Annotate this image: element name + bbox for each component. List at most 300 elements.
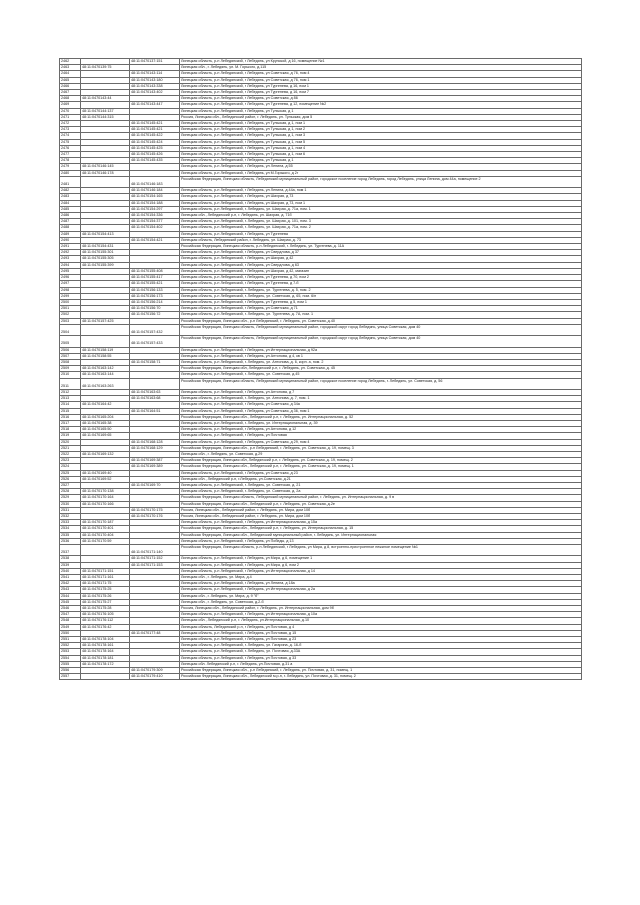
- row-number-cell: 2526: [60, 476, 81, 482]
- address-cell: Липецкая область, р-н Лебедянский, г Лебедянь, ул Советская, д 76, пом 1: [180, 77, 582, 83]
- address-cell: Липецкая область, р-н Лебедянский, г. Лебедянь, ул. Шахрая, д. 71а, пом. 2: [180, 225, 582, 231]
- row-number-cell: 2515: [60, 408, 81, 414]
- object-cadastral-number-cell: 48:11:0470168:129: [130, 445, 180, 451]
- row-number-cell: 2513: [60, 396, 81, 402]
- row-number-cell: 2512: [60, 389, 81, 395]
- address-cell: Липецкая область, р-н Лебедянский, г Лебедянь, ул Тульская, д 1, пом 4: [180, 145, 582, 151]
- land-cadastral-number-cell: [81, 674, 130, 680]
- address-cell: Липецкая обл., Лебедянский р-н, г. Лебедянь, ул.Интернациональная, д.10: [180, 618, 582, 624]
- row-number-cell: 2514: [60, 402, 81, 408]
- land-cadastral-number-cell: [81, 176, 130, 187]
- address-cell: Липецкая область, р-н Лебедянский, г Лебедянь, ул Шахрая, д 42, магазин: [180, 268, 582, 274]
- row-number-cell: 2507: [60, 353, 81, 359]
- address-cell: Липецкая область, р-н Лебедянский, г Лебедянь, ул Советская, д 71: [180, 306, 582, 312]
- property-register-table: [59, 58, 582, 680]
- land-cadastral-number-cell: [81, 544, 130, 555]
- address-cell: Россия, Липецкая обл., Лебедянский район, г. Лебедянь, ул. Мира, дом 10б: [180, 507, 582, 513]
- object-cadastral-number-cell: 48:11:0470145:425: [130, 145, 180, 151]
- row-number-cell: 2465: [60, 77, 81, 83]
- land-cadastral-number-cell: 48:11:0470178:104: [81, 637, 130, 643]
- address-cell: Липецкая область, р-н Лебедянский, г Лебедянь, ул Почтовая, д 33: [180, 655, 582, 661]
- address-cell: Липецкая область, р-н Лебедянский, г Лебедянь, ул Тульская, д 1, пом 2: [180, 127, 582, 133]
- row-number-cell: 2549: [60, 624, 81, 630]
- object-cadastral-number-cell: 48:11:0470157:432: [130, 324, 180, 335]
- row-number-cell: 2470: [60, 108, 81, 114]
- address-cell: Липецкая область, р-н Лебедянский, г Лебедянь, ул Советская, д 23: [180, 470, 582, 476]
- land-cadastral-number-cell: 48:11:0470155:301: [81, 250, 130, 256]
- address-cell: Российская Федерация, Липецкая обл., р-н Лебедянский, г. Лебедянь, ул. Советская, д.40: [180, 318, 582, 324]
- row-number-cell: 2474: [60, 133, 81, 139]
- row-number-cell: 2550: [60, 630, 81, 636]
- row-number-cell: 2509: [60, 366, 81, 372]
- address-cell: Россия, Липецкая обл., Лебедянский район, г. Лебедянь, ул. Мира, дом 10б: [180, 513, 582, 519]
- object-cadastral-number-cell: 48:11:0470143:114: [130, 71, 180, 77]
- address-cell: Липецкая область, р-н Лебедянский, г. Лебедянь, ул. Почтовая, д.33А: [180, 649, 582, 655]
- row-number-cell: 2525: [60, 470, 81, 476]
- address-cell: Липецкая область, р-н Лебедянский, г Лебедянь, ул Тургенева, д 12, помещение №2: [180, 102, 582, 108]
- table-row: [60, 378, 582, 389]
- object-cadastral-number-cell: 48:11:0470145:435: [130, 158, 180, 164]
- row-number-cell: 2535: [60, 532, 81, 538]
- row-number-cell: 2520: [60, 439, 81, 445]
- object-cadastral-number-cell: 48:11:0470171:153: [130, 562, 180, 568]
- table-row: [60, 674, 582, 680]
- object-cadastral-number-cell: 48:11:0470143:402: [130, 90, 180, 96]
- row-number-cell: 2521: [60, 445, 81, 451]
- row-number-cell: 2472: [60, 121, 81, 127]
- address-cell: Липецкая область, р-н Лебедянский, г Лебедянь, ул Почтовая, д 15: [180, 630, 582, 636]
- row-number-cell: 2530: [60, 501, 81, 507]
- row-number-cell: 2533: [60, 520, 81, 526]
- address-cell: Липецкая обл., г. Лебедянь, ул. Советская, д.2-б: [180, 599, 582, 605]
- land-cadastral-number-cell: 48:11:0470146:178: [81, 170, 130, 176]
- row-number-cell: 2540: [60, 568, 81, 574]
- address-cell: Российская Федерация, Липецкая обл., Лебедянский муниципальный район, г. Лебедянь, ул. Интернациональная: [180, 532, 582, 538]
- address-cell: Липецкая область, р-н Лебедянский, г. Лебедянь, ул. Антонова, д. 6, корп. а, пом. 2: [180, 359, 582, 365]
- row-number-cell: 2495: [60, 268, 81, 274]
- land-cadastral-number-cell: 48:11:0470170:404: [81, 532, 130, 538]
- address-cell: Липецкая область, р-н Лебедянский, г Лебедянь, ул Тургенева, д 5, пом 1: [180, 299, 582, 305]
- address-cell: Липецкая область, р-н Лебедянский, г Лебедянь, ул Мира, д 6, пом 2: [180, 562, 582, 568]
- row-number-cell: 2489: [60, 231, 81, 237]
- row-number-cell: 2529: [60, 495, 81, 501]
- land-cadastral-number-cell: 48:11:0470163:142: [81, 366, 130, 372]
- land-cadastral-number-cell: 48:11:0470155:399: [81, 262, 130, 268]
- address-cell: Липецкая область, р-н Лебедянский, г Лебедянь, ул Советская, д 76, пом 4: [180, 71, 582, 77]
- address-cell: Липецкая область, р-н Лебедянский, г Лебедянь, ул Интернациональная, д 2а: [180, 587, 582, 593]
- row-number-cell: 2528: [60, 489, 81, 495]
- land-cadastral-number-cell: 48:11:0470144:137: [81, 108, 130, 114]
- object-cadastral-number-cell: 48:11:0470156:173: [130, 293, 180, 299]
- document-page: [59, 58, 581, 680]
- row-number-cell: 2463: [60, 65, 81, 71]
- object-cadastral-number-cell: 48:11:0470154:402: [130, 225, 180, 231]
- land-cadastral-number-cell: 48:11:0470171:151: [81, 568, 130, 574]
- address-cell: Липецкая область, р-н Лебедянский, г Лебедянь, ул Почтовая: [180, 433, 582, 439]
- address-cell: Липецкая область, Лебедянский р-н, г Лебедянь, ул Почтовая, д 4: [180, 624, 582, 630]
- object-cadastral-number-cell: 48:11:0470177:48: [130, 630, 180, 636]
- row-number-cell: 2491: [60, 244, 81, 250]
- address-cell: Липецкая область, р-н Лебедянский, г. Лебедянь, ул. Советская, д. 65, пом. 6/н: [180, 293, 582, 299]
- address-cell: Липецкая область, р-н Лебедянский, г Лебедянь, ул Тургенева, д 16, пом 7: [180, 90, 582, 96]
- address-cell: Липецкая обл., Лебедянский р-н, г.Лебедянь, ул.Советская, д.21: [180, 476, 582, 482]
- object-cadastral-number-cell: 48:11:0470179:410: [130, 674, 180, 680]
- address-cell: Липецкая обл., г. Лебедянь, ул. М. Горького, д.115: [180, 65, 582, 71]
- object-cadastral-number-cell: 48:11:0470171:152: [130, 556, 180, 562]
- object-cadastral-number-cell: 48:11:0470137:151: [130, 59, 180, 65]
- row-number-cell: 2508: [60, 359, 81, 365]
- land-cadastral-number-cell: 48:11:0470169:65: [81, 433, 130, 439]
- address-cell: Российская Федерация, Липецкая область, р-н Лебедянский, г Лебедянь, ул Мира, д 8, встроенно-пристроенное нежилое помещение №1: [180, 544, 582, 555]
- object-cadastral-number-cell: 48:11:0470155:408: [130, 268, 180, 274]
- row-number-cell: 2468: [60, 96, 81, 102]
- address-cell: Российская Федерация, Липецкая область, р-н Лебедянский, г. Лебедянь, ул. Тургенева, д. 11А: [180, 244, 582, 250]
- row-number-cell: 2476: [60, 145, 81, 151]
- address-cell: Российская Федерация, Липецкая обл., Лебедянский р-н, г. Лебедянь, ул. Интернациональная, д. 15: [180, 526, 582, 532]
- row-number-cell: 2519: [60, 433, 81, 439]
- address-cell: Российская Федерация, Липецкая область, Лебедянский муниципальный район, городское поселение город Лебедянь, город Лебедянь, улица Ленина, дом 44а, помещение 2: [180, 176, 582, 187]
- address-cell: Липецкая область, р-н Лебедянский, г Лебедянь, ул Интернациональная, д 10а: [180, 612, 582, 618]
- object-cadastral-number-cell: 48:11:0470143:447: [130, 102, 180, 108]
- address-cell: Российская Федерация, Липецкая обл., Лебедянский р-н, г. Лебедянь, ул. Советская, д. 19, помещ. 1: [180, 464, 582, 470]
- address-cell: Липецкая область, р-н Лебедянский, г. Лебедянь, ул. Шахрая, д. 101, пом. 3: [180, 219, 582, 225]
- land-cadastral-number-cell: 48:11:0470169:40: [81, 470, 130, 476]
- land-cadastral-number-cell: 48:11:0470171:75: [81, 581, 130, 587]
- object-cadastral-number-cell: 48:11:0470164:51: [130, 408, 180, 414]
- row-number-cell: 2551: [60, 637, 81, 643]
- address-cell: Российская Федерация, Липецкая обл., Лебедянский р-н, г. Лебедянь, ул. Советская, д.2е: [180, 501, 582, 507]
- object-cadastral-number-cell: 48:11:0470155:417: [130, 275, 180, 281]
- land-cadastral-number-cell: 48:11:0470178:172: [81, 661, 130, 667]
- address-cell: Липецкая область, р-н Лебедянский, г Лебедянь, ул Антонова, д 7: [180, 389, 582, 395]
- table-body: [60, 59, 582, 680]
- address-cell: Липецкая область, р-н Лебедянский, г Лебедянь, ул Тургенева, д 7-б: [180, 281, 582, 287]
- land-cadastral-number-cell: 48:11:0470143:44: [81, 96, 130, 102]
- row-number-cell: 2539: [60, 562, 81, 568]
- address-cell: Липецкая область, р-н Лебедянский, г Лебедянь, ул Шахрая, д 73: [180, 194, 582, 200]
- row-number-cell: 2534: [60, 526, 81, 532]
- land-cadastral-number-cell: 48:11:0470175:25: [81, 587, 130, 593]
- row-number-cell: 2553: [60, 649, 81, 655]
- object-cadastral-number-cell: 48:11:0470154:165: [130, 194, 180, 200]
- row-number-cell: 2532: [60, 513, 81, 519]
- row-number-cell: 2492: [60, 250, 81, 256]
- address-cell: Липецкая область, р-н Лебедянский, г Лебедянь, ул Ленина, д 55: [180, 164, 582, 170]
- address-cell: Липецкая область, р-н Лебедянский, г Лебедянь, ул Свердлова, д 63: [180, 262, 582, 268]
- object-cadastral-number-cell: 48:11:0470171:140: [130, 544, 180, 555]
- object-cadastral-number-cell: 48:11:0470143:180: [130, 77, 180, 83]
- address-cell: Российская Федерация, Липецкая область, Лебедянский муниципальный район, городской округ город Лебедянь, улица Советская, дом 40: [180, 336, 582, 347]
- address-cell: Липецкая область, р-н Лебедянский, г. Лебедянь, ул. Советская, д.45: [180, 372, 582, 378]
- land-cadastral-number-cell: 48:11:0470176:112: [81, 618, 130, 624]
- address-cell: Российская Федерация, Липецкая область, Лебедянский муниципальный район, г. Лебедянь, ул. Интернациональная, д. 9 в: [180, 495, 582, 501]
- address-cell: Российская Федерация, Липецкая область, Лебедянский муниципальный район, городское поселение город Лебедянь, г. Лебедянь, ул. Советская, д. 56: [180, 378, 582, 389]
- row-number-cell: 2485: [60, 206, 81, 212]
- address-cell: Липецкая область, р-н Лебедянский, г. Лебедянь, ул. Тургенева, д. 7А, пом. 1: [180, 312, 582, 318]
- object-cadastral-number-cell: [130, 378, 180, 389]
- row-number-cell: 2537: [60, 544, 81, 555]
- address-cell: Липецкая область, р-н Лебедянский, г Лебедянь, ул Тульская, д 1, пом 5: [180, 139, 582, 145]
- object-cadastral-number-cell: 48:11:0470143:338: [130, 83, 180, 89]
- row-number-cell: 2524: [60, 464, 81, 470]
- address-cell: Липецкая область, р-н Лебедянский, г Лебедянь, ул Тульская, д 1: [180, 158, 582, 164]
- row-number-cell: 2486: [60, 213, 81, 219]
- land-cadastral-number-cell: 48:11:0470178:161: [81, 643, 130, 649]
- row-number-cell: 2487: [60, 219, 81, 225]
- land-cadastral-number-cell: 48:11:0470170:164: [81, 495, 130, 501]
- row-number-cell: 2462: [60, 59, 81, 65]
- table-row: [60, 324, 582, 335]
- land-cadastral-number-cell: 48:11:0470175:27: [81, 599, 130, 605]
- row-number-cell: 2538: [60, 556, 81, 562]
- address-cell: Липецкая область, Лебедянский район, г. Лебедянь, ул. Шахрая, д. 73: [180, 237, 582, 243]
- address-cell: Липецкая область, р-н Лебедянский, г Лебедянь, ул Антонова, д 4, кв 1: [180, 353, 582, 359]
- row-number-cell: 2547: [60, 612, 81, 618]
- land-cadastral-number-cell: 48:11:0470176:42: [81, 624, 130, 630]
- object-cadastral-number-cell: 48:11:0470157:433: [130, 336, 180, 347]
- row-number-cell: 2506: [60, 347, 81, 353]
- land-cadastral-number-cell: 48:11:0470158:55: [81, 353, 130, 359]
- address-cell: Липецкая область, р-н Лебедянский, г Лебедянь, ул М.Горького, д 2г: [180, 170, 582, 176]
- object-cadastral-number-cell: 48:11:0470168:128: [130, 439, 180, 445]
- address-cell: Липецкая область, р-н Лебедянский, г Лебедянь, ул Шахрая, д 73, пом 1: [180, 200, 582, 206]
- address-cell: Липецкая обл., г. Лебедянь, ул. Мира, д.4: [180, 574, 582, 580]
- row-number-cell: 2516: [60, 414, 81, 420]
- object-cadastral-number-cell: 48:11:0470146:184: [130, 188, 180, 194]
- row-number-cell: 2503: [60, 318, 81, 324]
- address-cell: Россия, Липецкая обл., Лебедянский район, г. Лебедянь, ул. Тульская, дом 5: [180, 114, 582, 120]
- object-cadastral-number-cell: 48:11:0470145:424: [130, 139, 180, 145]
- address-cell: Липецкая обл., Лебедянский р-н, г. Лебедянь, ул. Шахрая, д. 71б: [180, 213, 582, 219]
- address-cell: Российская Федерация, Липецкая обл., р-н Лебедянский, г. Лебедянь, ул. Советская, д. 19, помещ. 3: [180, 445, 582, 451]
- object-cadastral-number-cell: 48:11:0470154:421: [130, 237, 180, 243]
- land-cadastral-number-cell: 48:11:0470169:52: [81, 476, 130, 482]
- land-cadastral-number-cell: [81, 324, 130, 335]
- row-number-cell: 2510: [60, 372, 81, 378]
- address-cell: Липецкая область, р-н Лебедянский, г. Лебедянь, ул. Тургенева, д. 5, пом. 2: [180, 287, 582, 293]
- row-number-cell: 2554: [60, 655, 81, 661]
- land-cadastral-number-cell: 48:11:0470157:425: [81, 318, 130, 324]
- address-cell: Липецкая область, р-н Лебедянский, г. Лебедянь, ул. Антонова, д. 7, пом. 1: [180, 396, 582, 402]
- row-number-cell: 2466: [60, 83, 81, 89]
- address-cell: Липецкая область, р-н Лебедянский, г Лебедянь, ул Ленина, д 18а: [180, 581, 582, 587]
- address-cell: Российская Федерация, Липецкая обл, Лебедянский р-н, г. Лебедянь, ул. Советская, д. 45: [180, 366, 582, 372]
- row-number-cell: 2527: [60, 482, 81, 488]
- row-number-cell: 2556: [60, 668, 81, 674]
- object-cadastral-number-cell: 48:11:0470179:309: [130, 668, 180, 674]
- address-cell: Липецкая область, р-н Лебедянский, г Лебедянь, ул Антонова, д 12: [180, 427, 582, 433]
- row-number-cell: 2500: [60, 299, 81, 305]
- object-cadastral-number-cell: 48:11:0470154:188: [130, 200, 180, 206]
- address-cell: Россия, Липецкая обл., Лебедянский район, г. Лебедянь, ул. Интернациональная, дом 9б: [180, 606, 582, 612]
- row-number-cell: 2481: [60, 176, 81, 187]
- row-number-cell: 2497: [60, 281, 81, 287]
- row-number-cell: 2518: [60, 427, 81, 433]
- row-number-cell: 2488: [60, 225, 81, 231]
- row-number-cell: 2543: [60, 587, 81, 593]
- address-cell: Липецкая область, р-н Лебедянский, г Лебедянь, ул Советская, д 36, пом 1: [180, 408, 582, 414]
- row-number-cell: 2496: [60, 275, 81, 281]
- land-cadastral-number-cell: 48:11:0470163:263: [81, 378, 130, 389]
- object-cadastral-number-cell: 48:11:0470156:214: [130, 299, 180, 305]
- row-number-cell: 2542: [60, 581, 81, 587]
- address-cell: Липецкая область, р-н Лебедянский, г Лебедянь, ул Тургенева, д 16, пом 1: [180, 83, 582, 89]
- address-cell: Липецкая область, р-н Лебедянский, г Лебедянь, ул Интернациональная, д 15а: [180, 520, 582, 526]
- address-cell: Российская Федерация, Липецкая область, Лебедянский муниципальный район, городской округ город Лебедянь, улица Советская, дом 40: [180, 324, 582, 335]
- object-cadastral-number-cell: 48:11:0470169:389: [130, 464, 180, 470]
- row-number-cell: 2478: [60, 158, 81, 164]
- address-cell: Липецкая область, р-н Лебедянский, г. Лебедянь, ул. Гагарина, д. 16-б: [180, 643, 582, 649]
- object-cadastral-number-cell: 48:11:0470145:421: [130, 127, 180, 133]
- object-cadastral-number-cell: 48:11:0470146:183: [130, 176, 180, 187]
- row-number-cell: 2523: [60, 458, 81, 464]
- address-cell: Липецкая область, р-н Лебедянский, г Лебедянь, ул Победы, д 13: [180, 538, 582, 544]
- address-cell: Липецкая обл. Лебедянский р-н, г. Лебедянь, ул.Почтовая, д.31 а: [180, 661, 582, 667]
- land-cadastral-number-cell: 48:11:0470169:132: [81, 451, 130, 457]
- row-number-cell: 2484: [60, 200, 81, 206]
- address-cell: Российская Федерация, Липецкая обл., Лебедянский р-н, г. Лебедянь, ул. Интернациональная, д. 52: [180, 414, 582, 420]
- object-cadastral-number-cell: 48:11:0470156:133: [130, 287, 180, 293]
- row-number-cell: 2511: [60, 378, 81, 389]
- address-cell: Липецкая область, р-н Лебедянский, г Лебедянь, ул Шахрая, д 42: [180, 256, 582, 262]
- address-cell: Липецкая область, р-н Лебедянский, г. Лебедянь, ул. Советская, д. 2а: [180, 489, 582, 495]
- address-cell: Липецкая область, р-н Лебедянский, г Лебедянь, ул Интернациональная, д 14: [180, 568, 582, 574]
- object-cadastral-number-cell: 48:11:0470163:63: [130, 389, 180, 395]
- object-cadastral-number-cell: 48:11:0470154:336: [130, 213, 180, 219]
- row-number-cell: 2494: [60, 262, 81, 268]
- land-cadastral-number-cell: 48:11:0470165:50: [81, 427, 130, 433]
- row-number-cell: 2531: [60, 507, 81, 513]
- row-number-cell: 2482: [60, 188, 81, 194]
- address-cell: Липецкая область, р-н Лебедянский, г. Лебедянь, ул. Советская, д. 21: [180, 482, 582, 488]
- row-number-cell: 2522: [60, 451, 81, 457]
- object-cadastral-number-cell: 48:11:0470155:421: [130, 281, 180, 287]
- land-cadastral-number-cell: 48:11:0470170:166: [81, 501, 130, 507]
- address-cell: Липецкая область, р-н Лебедянский, г Лебедянь, ул Тульская, д 1, пом 6: [180, 152, 582, 158]
- row-number-cell: 2548: [60, 618, 81, 624]
- row-number-cell: 2546: [60, 606, 81, 612]
- address-cell: Липецкая область, р-н Лебедянский, г. Лебедянь, ул. Шахрая, д. 71а, пом. 1: [180, 206, 582, 212]
- row-number-cell: 2555: [60, 661, 81, 667]
- object-cadastral-number-cell: 48:11:0470156:70: [130, 306, 180, 312]
- row-number-cell: 2501: [60, 306, 81, 312]
- object-cadastral-number-cell: 48:11:0470145:422: [130, 133, 180, 139]
- land-cadastral-number-cell: 48:11:0470163:144: [81, 372, 130, 378]
- row-number-cell: 2541: [60, 574, 81, 580]
- row-number-cell: 2479: [60, 164, 81, 170]
- address-cell: Липецкая область, р-н Лебедянский, г Лебедянь, ул Крупской, д 16, помещение №1: [180, 59, 582, 65]
- address-cell: Липецкая область, р-н Лебедянский, г Лебедянь, ул Тульская, д 1, пом 3: [180, 133, 582, 139]
- row-number-cell: 2480: [60, 170, 81, 176]
- row-number-cell: 2557: [60, 674, 81, 680]
- land-cadastral-number-cell: 48:11:0470175:26: [81, 593, 130, 599]
- land-cadastral-number-cell: 48:11:0470175:28: [81, 606, 130, 612]
- address-cell: Липецкая область, р-н Лебедянский, г Лебедянь, ул Мира, д 6, помещение 1: [180, 556, 582, 562]
- address-cell: Липецкая обл., г. Лебедянь, ул. Мира, д. 9 "б": [180, 593, 582, 599]
- land-cadastral-number-cell: 48:11:0470178:164: [81, 649, 130, 655]
- object-cadastral-number-cell: 48:11:0470170:176: [130, 513, 180, 519]
- row-number-cell: 2498: [60, 287, 81, 293]
- land-cadastral-number-cell: 48:11:0470165:204: [81, 414, 130, 420]
- address-cell: Липецкая область, р-н Лебедянский, г Лебедянь, ул Тургенева, д 70, пом 2: [180, 275, 582, 281]
- row-number-cell: 2552: [60, 643, 81, 649]
- row-number-cell: 2473: [60, 127, 81, 133]
- table-row: [60, 336, 582, 347]
- row-number-cell: 2469: [60, 102, 81, 108]
- address-cell: Липецкая область, р-н Лебедянский, г Лебедянь, ул Ленина, д 44а, пом 1: [180, 188, 582, 194]
- address-cell: Липецкая область, р-н Лебедянский, г Лебедянь, ул Советская, д 86: [180, 96, 582, 102]
- object-cadastral-number-cell: 48:11:0470154:377: [130, 219, 180, 225]
- row-number-cell: 2499: [60, 293, 81, 299]
- table-row: [60, 544, 582, 555]
- row-number-cell: 2493: [60, 256, 81, 262]
- object-cadastral-number-cell: 48:11:0470158:71: [130, 359, 180, 365]
- object-cadastral-number-cell: 48:11:0470163:68: [130, 396, 180, 402]
- address-cell: Липецкая область, р-н Лебедянский, г Лебедянь, ул Свердлова, д 37: [180, 250, 582, 256]
- row-number-cell: 2464: [60, 71, 81, 77]
- land-cadastral-number-cell: 48:11:0470154:431: [81, 244, 130, 250]
- land-cadastral-number-cell: 48:11:0470170:187: [81, 520, 130, 526]
- row-number-cell: 2490: [60, 237, 81, 243]
- object-cadastral-number-cell: 48:11:0470154:297: [130, 206, 180, 212]
- object-cadastral-number-cell: 48:11:0470169:387: [130, 458, 180, 464]
- address-cell: Липецкая область, р-н Лебедянский, г Лебедянь, ул Интернациональная, д 92а: [180, 347, 582, 353]
- row-number-cell: 2517: [60, 420, 81, 426]
- row-number-cell: 2544: [60, 593, 81, 599]
- row-number-cell: 2471: [60, 114, 81, 120]
- row-number-cell: 2483: [60, 194, 81, 200]
- land-cadastral-number-cell: 48:11:0470146:145: [81, 164, 130, 170]
- address-cell: Российская Федерация, Липецкая обл, Лебедянский р-н, г. Лебедянь, ул. Советская, д. 19, помещ. 2: [180, 458, 582, 464]
- address-cell: Липецкая область, р-н Лебедянский, г Лебедянь, ул Советская, д 29, пом 4: [180, 439, 582, 445]
- land-cadastral-number-cell: 48:11:0470170:401: [81, 526, 130, 532]
- address-cell: Липецкая область, р-н Лебедянский, г Лебедянь, ул Тургенева: [180, 231, 582, 237]
- row-number-cell: 2477: [60, 152, 81, 158]
- object-cadastral-number-cell: 48:11:0470156:72: [130, 312, 180, 318]
- row-number-cell: 2545: [60, 599, 81, 605]
- address-cell: Липецкая область, р-н Лебедянский, г Лебедянь, ул Советская, д 34а: [180, 402, 582, 408]
- land-cadastral-number-cell: 48:11:0470176:105: [81, 612, 130, 618]
- address-cell: Российская Федерация, Липецкая обл., Лебедянский м.р-н, г. Лебедянь, ул. Почтовая, д. 31, помещ. 2: [180, 674, 582, 680]
- address-cell: Липецкая область, р-н Лебедянский, г Лебедянь, ул Почтовая, д 23: [180, 637, 582, 643]
- land-cadastral-number-cell: 48:11:0470158:119: [81, 347, 130, 353]
- object-cadastral-number-cell: 48:11:0470145:426: [130, 152, 180, 158]
- row-number-cell: 2475: [60, 139, 81, 145]
- address-cell: Липецкая область, р-н Лебедянский, г Лебедянь, ул Тульская, д 1, пом 1: [180, 121, 582, 127]
- land-cadastral-number-cell: 48:11:0470164:42: [81, 402, 130, 408]
- land-cadastral-number-cell: 48:11:0470165:38: [81, 420, 130, 426]
- object-cadastral-number-cell: 48:11:0470170:175: [130, 507, 180, 513]
- row-number-cell: 2505: [60, 336, 81, 347]
- land-cadastral-number-cell: [81, 336, 130, 347]
- object-cadastral-number-cell: 48:11:0470145:421: [130, 121, 180, 127]
- row-number-cell: 2502: [60, 312, 81, 318]
- land-cadastral-number-cell: 48:11:0470170:59: [81, 538, 130, 544]
- row-number-cell: 2504: [60, 324, 81, 335]
- land-cadastral-number-cell: 48:11:0470154:413: [81, 231, 130, 237]
- address-cell: Липецкая область, р-н Лебедянский, г Лебедянь, ул Тульская, д 1: [180, 108, 582, 114]
- land-cadastral-number-cell: 48:11:0470139:75: [81, 65, 130, 71]
- address-cell: Липецкая область, р-н Лебедянский, г. Лебедянь, ул. Интернациональная, д. 39: [180, 420, 582, 426]
- land-cadastral-number-cell: 48:11:0470170:138: [81, 489, 130, 495]
- land-cadastral-number-cell: 48:11:0470155:305: [81, 256, 130, 262]
- row-number-cell: 2536: [60, 538, 81, 544]
- object-cadastral-number-cell: 48:11:0470169:70: [130, 482, 180, 488]
- table-row: [60, 176, 582, 187]
- row-number-cell: 2467: [60, 90, 81, 96]
- address-cell: Российская Федерация, Липецкая обл., р-н Лебедянский, г. Лебедянь, ул. Почтовая, д. 31, помещ. 1: [180, 668, 582, 674]
- land-cadastral-number-cell: 48:11:0470144:315: [81, 114, 130, 120]
